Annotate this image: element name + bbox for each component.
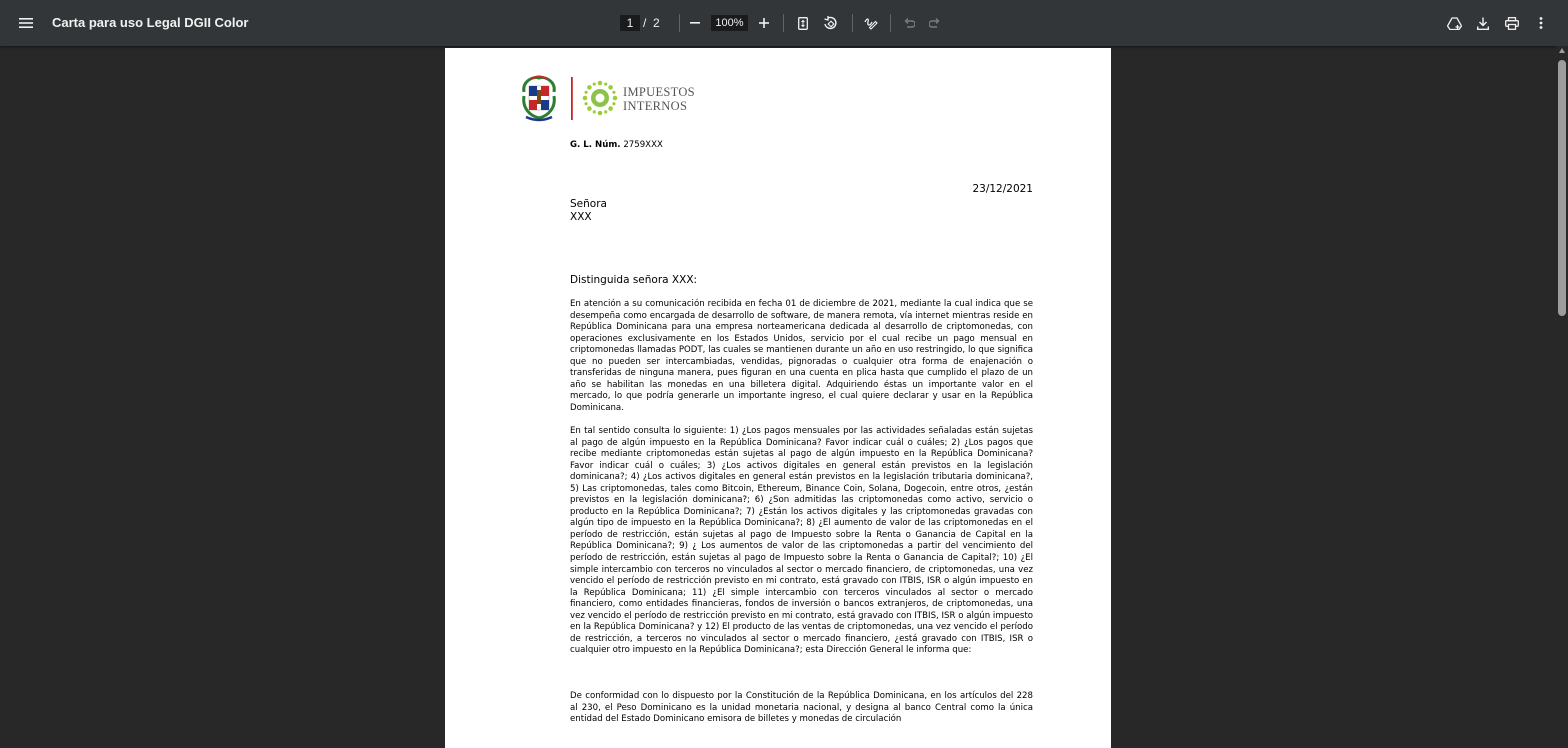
page-separator: / [643,16,647,30]
logo-wordmark [623,85,695,113]
redo-icon[interactable] [923,11,947,35]
logo-text-line2: INTERNOS [623,99,688,113]
toolbar-divider [783,14,784,32]
scroll-up-arrow-icon[interactable] [1559,48,1565,53]
zoom-out-icon[interactable] [683,11,707,35]
more-icon[interactable] [1529,11,1553,35]
current-page-input[interactable]: 1 [620,15,640,31]
recipient-block [570,198,1033,224]
recipient-title: Señora [570,198,607,210]
pdf-toolbar [0,0,1568,46]
letter-date: 23/12/2021 [972,183,1033,195]
zoom-input[interactable]: 100% [711,15,748,31]
undo-icon[interactable] [897,11,921,35]
menu-icon[interactable] [14,11,38,35]
logo-text-line1: IMPUESTOS [623,85,695,99]
vertical-scrollbar[interactable] [1556,46,1568,726]
pdf-page [445,48,1111,748]
download-icon[interactable] [1471,11,1495,35]
document-title: Carta para uso Legal DGII Color [52,15,249,30]
paragraph-3: De conformidad con lo dispuesto por la Constitución de la República Dominicana, en los artículos del 228 al 230, el Peso Dominicano es la unidad monetaria nacional, y designa al banco Central como la única entidad del Estado Dominicano emisora de billetes y monedas de circulación [570,691,1033,725]
toolbar-divider [679,14,680,32]
paragraph-2: En tal sentido consulta lo siguiente: 1) ¿Los pagos mensuales por las actividades señaladas están sujetas al pago de algún impuesto en la República Dominicana? Favor indicar cuál o cuáles; 2) ¿Los pagos que recibe mediante criptomonedas están sujetas al pago de algún impuesto en la República Dominicana? Favor indicar cuál o cuáles; 3) ¿Los activos digitales en general están previstos en la legislación dominicana?; 4) ¿Los activos digitales en general están previstos en la legislación tributaria dominicana?, 5) Las criptomonedas, tales como Bitcoin, Ethereum, Binance Coin, Solana, Dogecoin, entre otros, ¿están previstos en la legislación dominicana?; 6) ¿Son admitidas las criptomonedas como activo, servicio o producto en la República Dominicana?; 7) ¿Están los activos digitales y las criptomonedas gravadas con algún tipo de impuesto en la República Dominicana?; 8) ¿El aumento de valor de las criptomonedas en el período de restricción, están sujetas al pago de Impuesto sobre la Renta o Ganancia de Capital en la República Dominicana?; 9) ¿ Los aumentos de valor de las criptomonedas a partir del vencimiento del período de restricción, están sujetas al pago de Impuesto sobre la Renta o Ganancia de Capital?; 10) ¿El simple intercambio con terceros no vinculados al sector o mercado financiero, de criptomonedas, una vez vencido el período de restricción previsto en mi contrato, está gravado con ITBIS, ISR o algún impuesto en la República Dominicana; 11) ¿El simple intercambio con terceros vinculados al sector o mercado financiero, como entidades financieras, fondos de inversión o bancos extranjeros, de criptomonedas, una vez vencido el período de restricción previsto en mi contrato, está gravado con ITBIS, ISR o algún impuesto en la República Dominicana? y 12) El producto de las ventas de criptomonedas, una vez vencido el período de restricción, a terceros no vinculados al sector o mercado financiero, ¿está gravado con ITBIS, ISR o cualquier otro impuesto en la República Dominicana?; esta Dirección General le informa que: [570,426,1033,656]
annotate-icon[interactable] [859,11,883,35]
toolbar-divider [890,14,891,32]
paragraph-1: En atención a su comunicación recibida en fecha 01 de diciembre de 2021, mediante la cual indica que se desempeña como encargada de desarrollo de software, de manera remota, vía internet mientras reside en República Dominicana para una empresa norteamericana dedicada al desarrollo de criptomonedas, con operaciones exclusivamente en los Estados Unidos, servicio por el cual recibe un pago mensual en criptomonedas llamadas PODT, las cuales se mantienen durante un año en uso restringido, lo que significa que no pueden ser intercambiadas, vendidas, pignoradas o cualquier otra forma de enajenación o transferidas de ninguna manera, pues figuran en una cuenta en plica hasta que cumplido el plazo de un año se habilitan las monedas en una billetera digital. Adquiriendo éstas un importante valor en el mercado, lo que podría generarle un importante ingreso, el cual quiere declarar y usar en la República Dominicana. [570,299,1033,413]
recipient-name: XXX [570,211,592,223]
toolbar-divider [852,14,853,32]
zoom-in-icon[interactable] [752,11,776,35]
reference-number [570,140,1033,152]
fit-page-icon[interactable] [791,11,815,35]
print-icon[interactable] [1500,11,1524,35]
reference-label: G. L. Núm. [570,140,621,150]
greeting: Distinguida señora XXX: [570,274,698,286]
total-pages: 2 [653,16,660,30]
scroll-thumb[interactable] [1558,60,1566,316]
drive-icon[interactable] [1442,11,1466,35]
reference-value: 2759XXX [623,140,663,150]
rotate-icon[interactable] [818,11,842,35]
